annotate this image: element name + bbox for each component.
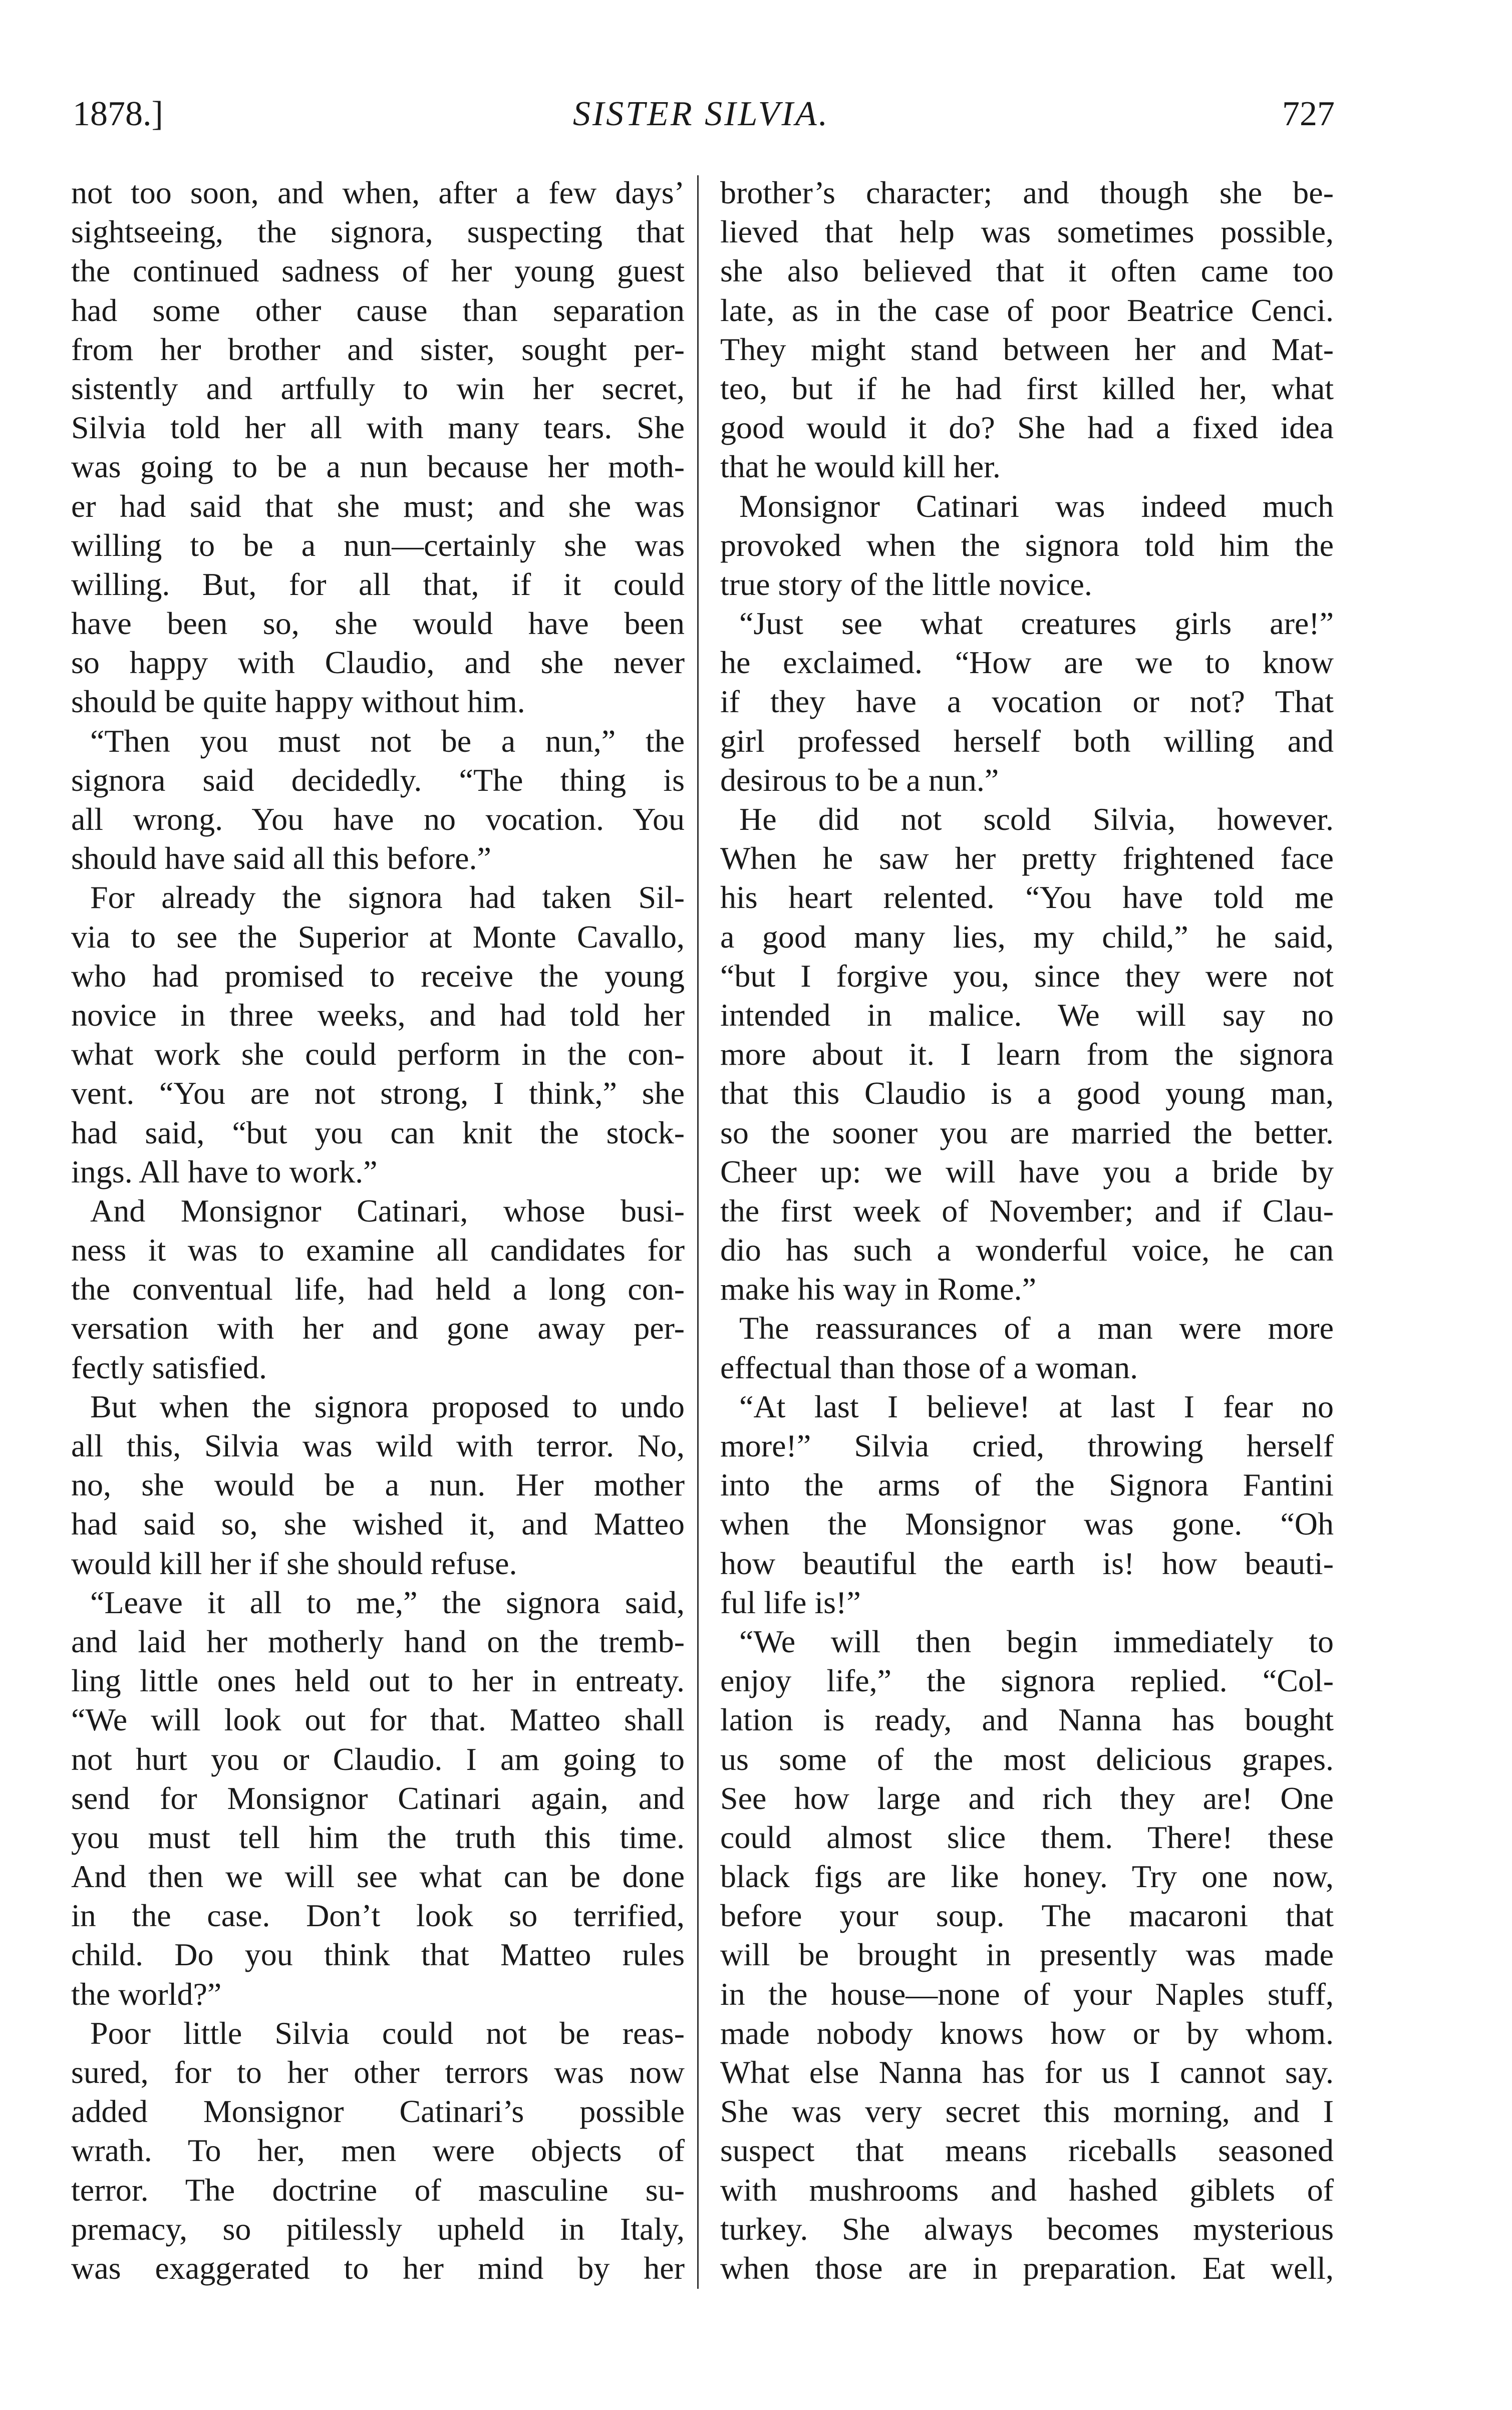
text-line: all this, Silvia was wild with terror. No,	[71, 1428, 685, 1463]
text-line: had said, “but you can knit the stock-	[71, 1114, 685, 1150]
text-line: should have said all this before.”	[71, 840, 491, 876]
text-line: ling little ones held out to her in entreaty.	[71, 1663, 685, 1699]
text-line: signora said decidedly. “The thing is	[71, 762, 685, 798]
text-line: But when the signora proposed to undo	[90, 1388, 685, 1424]
paragraph	[720, 800, 1334, 1309]
text-line: suspect that means riceballs seasoned	[720, 2133, 1334, 2169]
text-line: late, as in the case of poor Beatrice Cenci.	[720, 292, 1334, 328]
text-column-left	[71, 173, 685, 2288]
text-line: willing to be a nun—certainly she was	[71, 527, 685, 563]
text-line: “but I forgive you, since they were not	[720, 958, 1334, 994]
text-line: what work she could perform in the con-	[71, 1036, 685, 1072]
text-line: provoked when the signora told him the	[720, 527, 1334, 563]
text-line: not too soon, and when, after a few days’	[71, 175, 685, 210]
text-line: when the Monsignor was gone. “Oh	[720, 1506, 1334, 1542]
text-line: black figs are like honey. Try one now,	[720, 1859, 1334, 1895]
text-line: turkey. She always becomes mysterious	[720, 2211, 1334, 2247]
text-line: added Monsignor Catinari’s possible	[71, 2093, 685, 2130]
text-line: the continued sadness of her young guest	[71, 253, 685, 289]
text-line: could almost slice them. There! these	[720, 1819, 1334, 1855]
text-line: “At last I believe! at last I fear no	[739, 1388, 1334, 1424]
text-line: “Just see what creatures girls are!”	[739, 606, 1334, 642]
text-line: lieved that help was sometimes possible,	[720, 214, 1334, 250]
text-line: should be quite happy without him.	[71, 684, 525, 720]
paragraph	[720, 1622, 1334, 2288]
text-line: when those are in preparation. Eat well,	[720, 2250, 1334, 2286]
text-line: Poor little Silvia could not be reas-	[90, 2015, 685, 2051]
text-line: Silvia told her all with many tears. She	[71, 410, 685, 446]
text-line: how beautiful the earth is! how beauti-	[720, 1545, 1334, 1581]
text-line: have been so, she would have been	[71, 606, 685, 642]
paragraph	[71, 2014, 685, 2288]
paragraph	[71, 1191, 685, 1387]
paragraph	[720, 173, 1334, 487]
text-line: effectual than those of a woman.	[720, 1349, 1138, 1385]
text-line: ful life is!”	[720, 1584, 861, 1620]
text-line: not hurt you or Claudio. I am going to	[71, 1741, 685, 1777]
text-line: would kill her if she should refuse.	[71, 1545, 517, 1581]
running-head-year: 1878.]	[73, 95, 163, 133]
paragraph	[720, 1387, 1334, 1622]
text-line: send for Monsignor Catinari again, and	[71, 1780, 685, 1816]
text-line: lation is ready, and Nanna has bought	[720, 1702, 1334, 1738]
text-line: teo, but if he had first killed her, what	[720, 370, 1334, 406]
text-line: he exclaimed. “How are we to know	[720, 645, 1334, 681]
running-head-title: SISTER SILVIA.	[572, 95, 830, 133]
text-line: “We will look out for that. Matteo shall	[71, 1702, 685, 1738]
text-line: with mushrooms and hashed giblets of	[720, 2172, 1334, 2208]
text-line: via to see the Superior at Monte Cavallo,	[71, 919, 685, 955]
text-line: so happy with Claudio, and she never	[71, 645, 685, 681]
text-line: in the case. Don’t look so terrified,	[71, 1898, 685, 1934]
text-line: They might stand between her and Mat-	[720, 331, 1334, 367]
text-line: enjoy life,” the signora replied. “Col-	[720, 1663, 1334, 1699]
text-line: For already the signora had taken Sil-	[90, 879, 685, 916]
text-line: that he would kill her.	[720, 449, 1001, 485]
text-line: had said so, she wished it, and Matteo	[71, 1506, 685, 1542]
text-line: See how large and rich they are! One	[720, 1780, 1334, 1816]
text-line: ings. All have to work.”	[71, 1153, 378, 1189]
text-line: willing. But, for all that, if it could	[71, 566, 685, 602]
text-line: premacy, so pitilessly upheld in Italy,	[71, 2211, 685, 2247]
text-line: made nobody knows how or by whom.	[720, 2015, 1334, 2051]
text-line: that this Claudio is a good young man,	[720, 1075, 1334, 1111]
text-line: versation with her and gone away per-	[71, 1310, 685, 1346]
text-line: you must tell him the truth this time.	[71, 1819, 685, 1855]
paragraph	[71, 878, 685, 1191]
text-line: she also believed that it often came too	[720, 253, 1334, 289]
text-line: er had said that she must; and she was	[71, 488, 685, 524]
paragraph	[720, 1309, 1334, 1387]
text-line: He did not scold Silvia, however.	[739, 801, 1334, 837]
text-line: novice in three weeks, and had told her	[71, 997, 685, 1033]
text-line: in the house—none of your Naples stuff,	[720, 1976, 1334, 2012]
text-line: the first week of November; and if Clau-	[720, 1192, 1334, 1229]
page-number: 727	[1282, 95, 1335, 133]
text-line: wrath. To her, men were objects of	[71, 2133, 685, 2169]
text-line: before your soup. The macaroni that	[720, 1898, 1334, 1934]
paragraph	[71, 1583, 685, 2014]
text-line: us some of the most delicious grapes.	[720, 1741, 1334, 1777]
paragraph	[71, 1387, 685, 1583]
text-line: child. Do you think that Matteo rules	[71, 1937, 685, 1973]
text-line: sightseeing, the signora, suspecting that	[71, 214, 685, 250]
text-line: “Leave it all to me,” the signora said,	[90, 1584, 685, 1620]
text-line: no, she would be a nun. Her mother	[71, 1467, 685, 1503]
text-line: so the sooner you are married the better.	[720, 1114, 1334, 1150]
paragraph	[720, 487, 1334, 605]
text-line: girl professed herself both willing and	[720, 723, 1334, 759]
text-line: and laid her motherly hand on the tremb-	[71, 1623, 685, 1659]
text-line: was going to be a nun because her moth-	[71, 449, 685, 485]
text-line: brother’s character; and though she be-	[720, 175, 1334, 210]
text-line: sured, for to her other terrors was now	[71, 2054, 685, 2090]
text-line: And Monsignor Catinari, whose busi-	[90, 1192, 685, 1229]
paragraph	[71, 722, 685, 878]
text-line: “We will then begin immediately to	[739, 1623, 1334, 1659]
text-line: into the arms of the Signora Fantini	[720, 1467, 1334, 1503]
text-line: make his way in Rome.”	[720, 1271, 1036, 1307]
text-line: sistently and artfully to win her secret,	[71, 370, 685, 406]
column-divider	[697, 175, 699, 2289]
text-line: was exaggerated to her mind by her	[71, 2250, 685, 2286]
text-line: fectly satisfied.	[71, 1349, 267, 1385]
text-line: will be brought in presently was made	[720, 1937, 1334, 1973]
paragraph	[720, 604, 1334, 800]
text-line: more about it. I learn from the signora	[720, 1036, 1334, 1072]
text-line: Monsignor Catinari was indeed much	[739, 488, 1334, 524]
text-line: When he saw her pretty frightened face	[720, 840, 1334, 876]
text-line: a good many lies, my child,” he said,	[720, 919, 1334, 955]
paragraph	[71, 173, 685, 722]
text-line: more!” Silvia cried, throwing herself	[720, 1428, 1334, 1463]
text-line: dio has such a wonderful voice, he can	[720, 1232, 1334, 1268]
text-line: The reassurances of a man were more	[739, 1310, 1334, 1346]
text-line: What else Nanna has for us I cannot say.	[720, 2054, 1334, 2090]
text-line: good would it do? She had a fixed idea	[720, 410, 1334, 446]
text-line: if they have a vocation or not? That	[720, 684, 1334, 720]
text-line: terror. The doctrine of masculine su-	[71, 2172, 685, 2208]
text-line: “Then you must not be a nun,” the	[90, 723, 685, 759]
text-line: Cheer up: we will have you a bride by	[720, 1153, 1334, 1189]
text-line: true story of the little novice.	[720, 566, 1092, 602]
text-line: from her brother and sister, sought per-	[71, 331, 685, 367]
text-line: who had promised to receive the young	[71, 958, 685, 994]
text-line: the conventual life, had held a long con-	[71, 1271, 685, 1307]
text-line: all wrong. You have no vocation. You	[71, 801, 685, 837]
text-line: had some other cause than separation	[71, 292, 685, 328]
text-line: And then we will see what can be done	[71, 1859, 685, 1895]
text-column-right	[720, 173, 1334, 2288]
text-line: his heart relented. “You have told me	[720, 879, 1334, 916]
text-line: the world?”	[71, 1976, 222, 2012]
text-line: intended in malice. We will say no	[720, 997, 1334, 1033]
text-line: desirous to be a nun.”	[720, 762, 999, 798]
text-line: vent. “You are not strong, I think,” she	[71, 1075, 685, 1111]
text-line: ness it was to examine all candidates for	[71, 1232, 685, 1268]
text-line: She was very secret this morning, and I	[720, 2093, 1334, 2130]
